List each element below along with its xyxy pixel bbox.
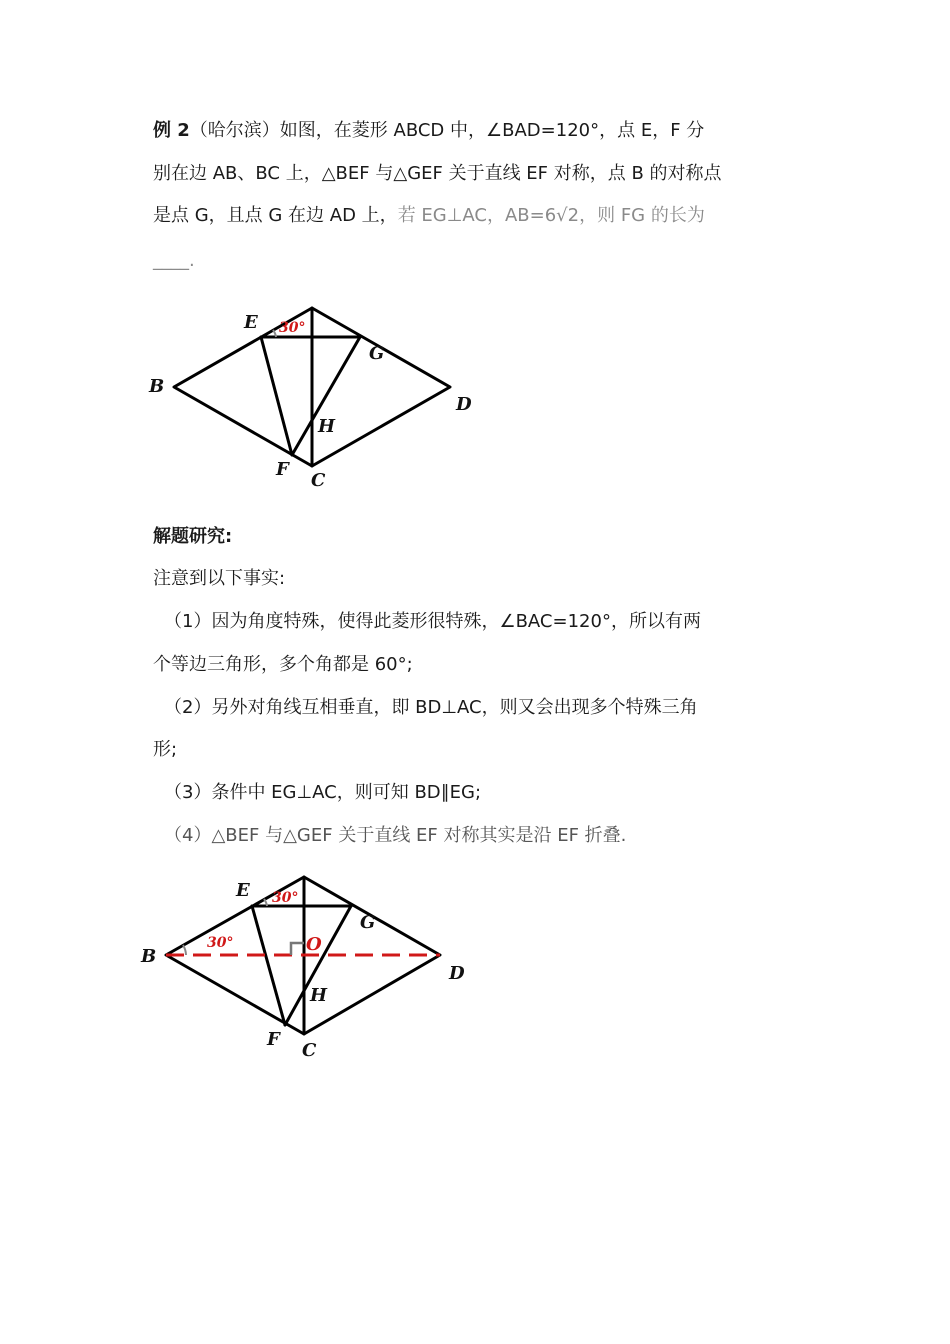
right-angle-mark	[291, 943, 304, 955]
item-2-line-2: 形;	[153, 739, 178, 760]
label-c: C	[311, 470, 326, 491]
analysis-heading: 解题研究:	[153, 526, 233, 547]
angle-label-b: 30°	[207, 935, 234, 951]
label-g-2: G	[360, 912, 376, 933]
label-f-2: F	[267, 1029, 280, 1050]
label-b-2: B	[141, 946, 157, 967]
label-h: H	[318, 416, 336, 437]
label-c-2: C	[302, 1040, 317, 1061]
answer-blank: ____.	[153, 250, 195, 271]
problem-text-3b: 若 EG⊥AC，AB=6√2，则 FG 的长为	[397, 205, 705, 226]
item-1-line-1: （1）因为角度特殊，使得此菱形很特殊，∠BAC=120°，所以有两	[164, 611, 701, 632]
label-d: D	[456, 394, 472, 415]
problem-line-2: 别在边 AB、BC 上，△BEF 与△GEF 关于直线 EF 对称，点 B 的对称点	[153, 163, 722, 184]
item-1-line-2: 个等边三角形，多个角都是 60°;	[153, 654, 413, 675]
label-e-2: E	[236, 880, 250, 901]
label-d-2: D	[449, 963, 465, 984]
label-e: E	[244, 312, 258, 333]
problem-text-3a: 是点 G，且点 G 在边 AD 上，	[153, 205, 398, 226]
example-label: 例 2	[153, 120, 190, 141]
angle-label-30: 30°	[279, 320, 306, 336]
analysis-intro: 注意到以下事实:	[153, 568, 286, 589]
segment-fg-2	[285, 906, 351, 1025]
label-f: F	[276, 459, 289, 480]
item-2-line-1: （2）另外对角线互相垂直，即 BD⊥AC，则又会出现多个特殊三角	[164, 697, 698, 718]
item-4: （4）△BEF 与△GEF 关于直线 EF 对称其实是沿 EF 折叠.	[164, 825, 627, 846]
label-o-2: O	[306, 934, 322, 955]
problem-text-1: （哈尔滨）如图，在菱形 ABCD 中，∠BAD=120°，点 E，F 分	[189, 120, 705, 141]
label-b: B	[149, 376, 165, 397]
item-3-text: （3）条件中 EG⊥AC，则可知 BD∥EG;	[164, 782, 482, 803]
label-h-2: H	[310, 985, 328, 1006]
angle-label-top: 30°	[272, 890, 299, 906]
label-g: G	[369, 343, 385, 364]
